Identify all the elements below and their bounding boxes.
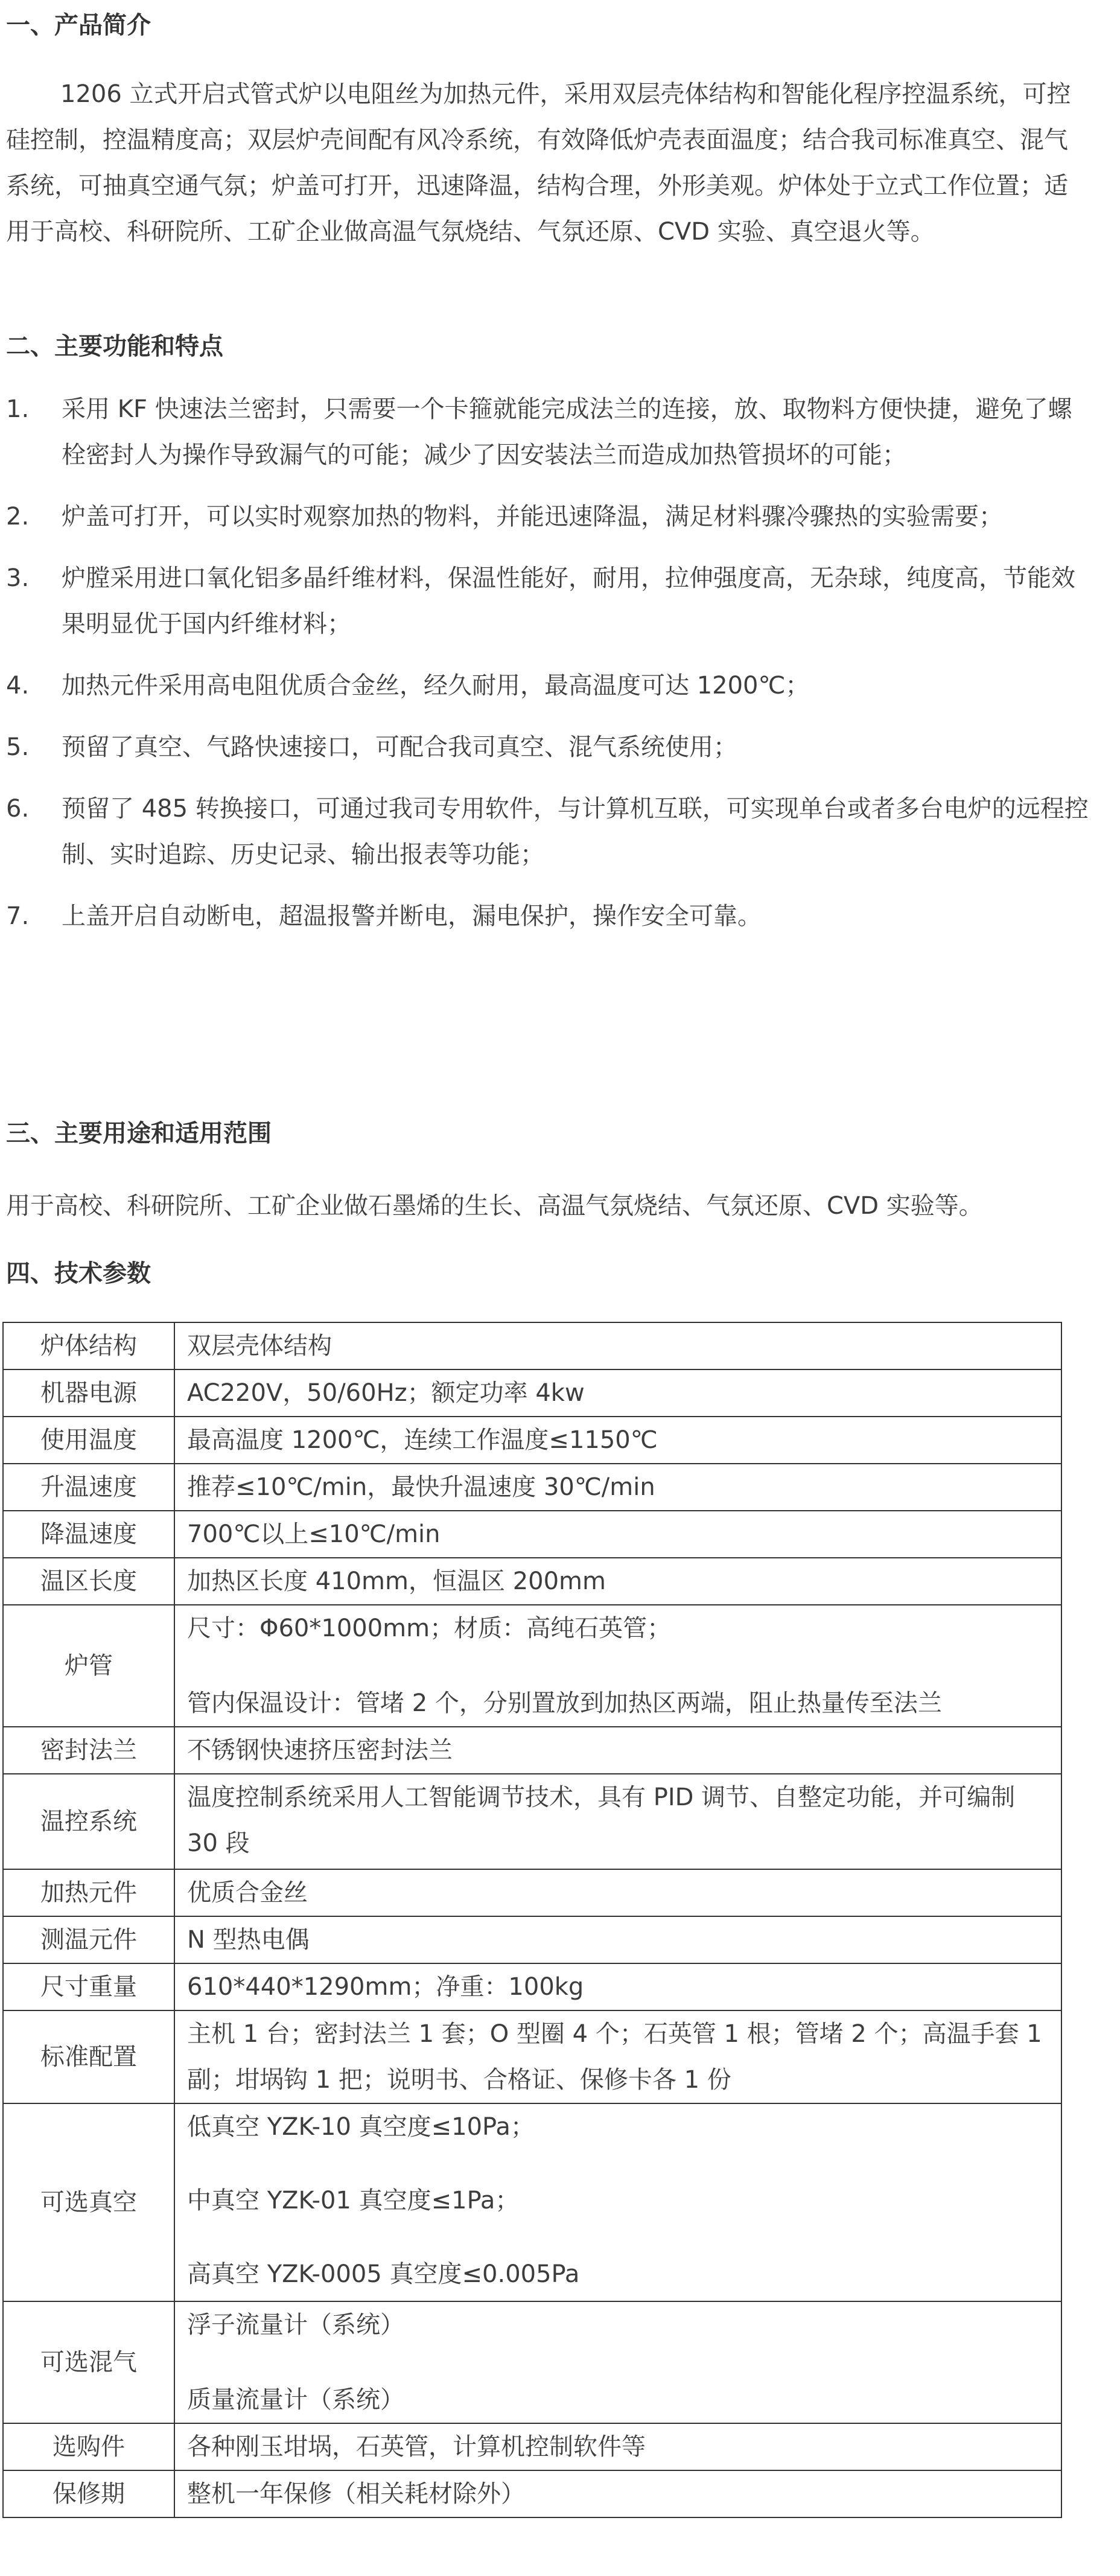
table-row [3,1322,1061,1369]
spec-value-line: 各种刚玉坩埚，石英管，计算机控制软件等 [187,2433,646,2461]
feature-item [6,893,1092,939]
feature-text: 上盖开启自动断电，超温报警并断电，漏电保护，操作安全可靠。 [62,902,762,930]
spec-value-line: 610*440*1290mm；净重：100kg [187,1973,584,2001]
feature-item [6,555,1092,647]
table-row [3,2423,1061,2470]
spec-label: 密封法兰 [3,1727,174,1774]
table-row [3,1417,1061,1464]
table-row [3,1369,1061,1417]
feature-text: 预留了真空、气路快速接口，可配合我司真空、混气系统使用； [62,733,737,761]
spec-value [174,1511,1061,1558]
spec-value [174,2301,1061,2423]
feature-text: 预留了 485 转换接口，可通过我司专用软件，与计算机互联，可实现单台或者多台电炉的远程控制、实时追踪、历史记录、输出报表等功能； [62,795,1089,869]
spec-value-line: 双层壳体结构 [187,1332,332,1360]
spec-value-line: 低真空 YZK-10 真空度≤10Pa； [187,2113,535,2141]
spec-label: 使用温度 [3,1417,174,1464]
feature-item [6,386,1092,478]
spec-value-line: 浮子流量计（系统） [187,2311,404,2339]
spec-label: 测温元件 [3,1916,174,1963]
spec-label: 标准配置 [3,2010,174,2103]
spec-value [174,1963,1061,2010]
feature-number: 3. [6,564,30,592]
table-row [3,2010,1061,2103]
spec-value-line: 尺寸：Φ60*1000mm；材质：高纯石英管； [187,1615,672,1642]
spec-value [174,1869,1061,1916]
spec-label: 可选混气 [3,2301,174,2423]
spec-value-line: 整机一年保修（相关耗材除外） [187,2480,525,2508]
spec-label: 可选真空 [3,2103,174,2301]
spec-value-line: 中真空 YZK-01 真空度≤1Pa； [187,2187,520,2214]
feature-item [6,663,1092,709]
feature-number: 4. [6,672,30,700]
section-heading-features: 二、主要功能和特点 [6,333,223,360]
feature-text: 加热元件采用高电阻优质合金丝，经久耐用，最高温度可达 1200℃； [62,672,810,700]
feature-number: 7. [6,902,30,930]
table-row [3,2301,1061,2423]
spec-value-line: 不锈钢快速挤压密封法兰 [187,1736,453,1764]
spec-label: 炉体结构 [3,1322,174,1369]
feature-number: 6. [6,795,30,823]
spec-label: 保修期 [3,2470,174,2517]
feature-text: 采用 KF 快速法兰密封，只需要一个卡箍就能完成法兰的连接，放、取物料方便快捷，避免了螺栓密封人为操作导致漏气的可能；减少了因安装法兰而造成加热管损坏的可能； [62,395,1072,469]
spec-value [174,1727,1061,1774]
spec-label: 温控系统 [3,1774,174,1869]
spec-label: 机器电源 [3,1369,174,1417]
spec-value [174,1464,1061,1511]
table-row [3,2103,1061,2301]
spec-value [174,2103,1061,2301]
table-row [3,1963,1061,2010]
feature-number: 5. [6,733,30,761]
spec-value-line: 优质合金丝 [187,1879,308,1907]
table-row [3,1727,1061,1774]
spec-value [174,1417,1061,1464]
table-row [3,1558,1061,1605]
spec-value-line: 最高温度 1200℃，连续工作温度≤1150℃ [187,1426,658,1454]
spec-value-line: 加热区长度 410mm，恒温区 200mm [187,1567,606,1595]
spec-label: 选购件 [3,2423,174,2470]
spec-label: 炉管 [3,1605,174,1727]
section-heading-intro: 一、产品简介 [6,11,151,39]
spec-value-line: AC220V，50/60Hz；额定功率 4kw [187,1379,585,1407]
spec-value [174,1369,1061,1417]
spec-value-line: 高真空 YZK-0005 真空度≤0.005Pa [187,2260,580,2288]
feature-list [6,386,1092,939]
spec-value [174,2470,1061,2517]
spec-value-line: 管内保温设计：管堵 2 个，分别置放到加热区两端，阻止热量传至法兰 [187,1689,942,1717]
spec-value-line: 推荐≤10℃/min，最快升温速度 30℃/min [187,1473,655,1501]
spec-label: 降温速度 [3,1511,174,1558]
spec-value [174,2423,1061,2470]
intro-paragraph: 1206 立式开启式管式炉以电阻丝为加热元件，采用双层壳体结构和智能化程序控温系统，可控硅控制，控温精度高；双层炉壳间配有风冷系统，有效降低炉壳表面温度；结合我司标准真空、混气系统，可抽真空通气氛；炉盖可打开，迅速降温，结构合理，外形美观。炉体处于立式工作位置；适用于高校、科研院所、工矿企业做高温气氛烧结、气氛还原、CVD 实验、真空退火等。 [6,80,1071,246]
spec-value [174,1558,1061,1605]
table-row [3,2470,1061,2517]
spec-value-line: 700℃以上≤10℃/min [187,1520,441,1548]
table-row [3,1774,1061,1869]
spec-value [174,2010,1061,2103]
feature-item [6,724,1092,770]
feature-number: 2. [6,503,30,531]
section-heading-specs: 四、技术参数 [6,1260,151,1287]
spec-value [174,1916,1061,1963]
feature-number: 1. [6,395,30,423]
spec-value [174,1774,1061,1869]
table-row [3,1869,1061,1916]
specs-table [2,1322,1062,2518]
section-heading-usage: 三、主要用途和适用范围 [6,1120,272,1147]
spec-value-line: 质量流量计（系统） [187,2386,404,2414]
usage-paragraph: 用于高校、科研院所、工矿企业做石墨烯的生长、高温气氛烧结、气氛还原、CVD 实验等。 [6,1192,983,1220]
spec-value-line: 温度控制系统采用人工智能调节技术，具有 PID 调节、自整定功能，并可编制 30 段 [187,1784,1016,1857]
feature-item [6,494,1092,540]
table-row [3,1464,1061,1511]
feature-item [6,786,1092,878]
table-row [3,1511,1061,1558]
spec-label: 升温速度 [3,1464,174,1511]
spec-label: 尺寸重量 [3,1963,174,2010]
spec-value [174,1322,1061,1369]
table-row [3,1916,1061,1963]
table-row [3,1605,1061,1727]
spec-label: 温区长度 [3,1558,174,1605]
spec-value-line: 主机 1 台；密封法兰 1 套；O 型圈 4 个；石英管 1 根；管堵 2 个；高温手套 1 副；坩埚钩 1 把；说明书、合格证、保修卡各 1 份 [187,2020,1042,2094]
spec-value [174,1605,1061,1727]
feature-text: 炉盖可打开，可以实时观察加热的物料，并能迅速降温，满足材料骤冷骤热的实验需要； [62,503,1003,531]
spec-value-line: N 型热电偶 [187,1926,310,1954]
spec-label: 加热元件 [3,1869,174,1916]
feature-text: 炉膛采用进口氧化铝多晶纤维材料，保温性能好，耐用，拉伸强度高，无杂球，纯度高，节能效果明显优于国内纤维材料； [62,564,1075,638]
